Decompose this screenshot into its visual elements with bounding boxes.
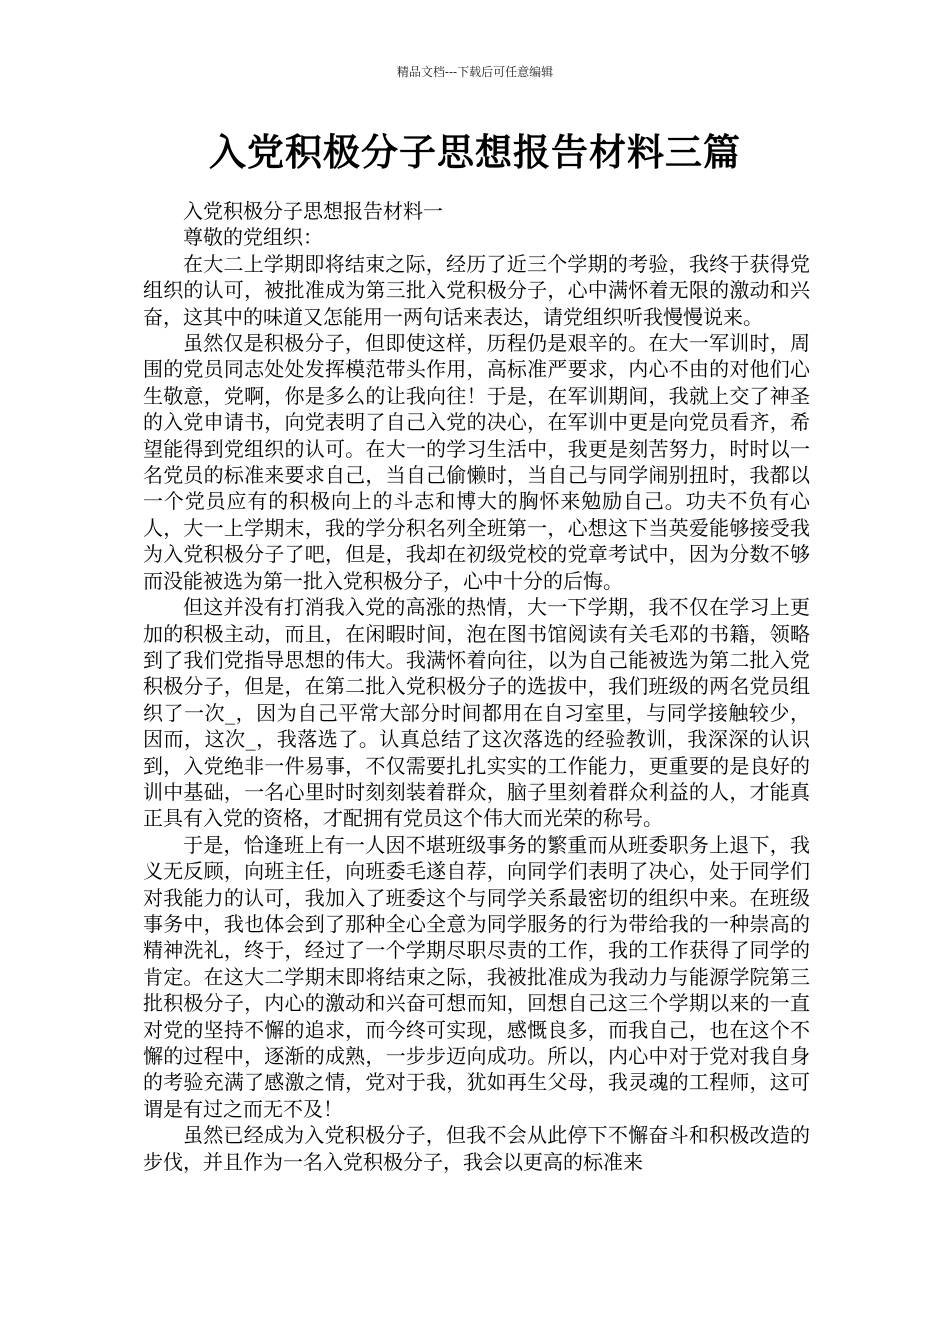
body-paragraph: 虽然仅是积极分子，但即使这样，历程仍是艰辛的。在大一军训时，周围的党员同志处处发挥模范带头作用，高标准严要求，内心不由的对他们心生敬意，党啊，你是多么的让我向往！于是，在军训期间，我就上交了神圣的入党申请书，向党表明了自己入党的决心，在军训中更是向党员看齐，希望能得到党组织的认可。在大一的学习生活中，我更是刻苦努力，时时以一名党员的标准来要求自己，当自己偷懒时，当自己与同学闹别扭时，我都以一个党员应有的积极向上的斗志和博大的胸怀来勉励自己。功夫不负有心人，大一上学期末，我的学分积名列全班第一，心想这下当英爱能够接受我为入党积极分子了吧，但是，我却在初级党校的党章考试中，因为分数不够而没能被选为第一批入党积极分子，心中十分的后悔。	[143, 331, 810, 593]
document-body	[143, 198, 810, 1175]
body-paragraph: 但这并没有打消我入党的高涨的热情，大一下学期，我不仅在学习上更加的积极主动，而且，在闲暇时间，泡在图书馆阅读有关毛邓的书籍，领略到了我们党指导思想的伟大。我满怀着向往，以为自己能被选为第二批入党积极分子，但是，在第二批入党积极分子的选拔中，我们班级的两名党员组织了一次_，因为自己平常大部分时间都用在自习室里，与同学接触较少，因而，这次_，我落选了。认真总结了这次落选的经验教训，我深深的认识到，入党绝非一件易事，不仅需要扎扎实实的工作能力，更重要的是良好的训中基础，一名心里时时刻刻装着群众，脑子里刻着群众利益的人，才能真正具有入党的资格，才配拥有党员这个伟大而光荣的称号。	[143, 595, 810, 831]
body-paragraph: 在大二上学期即将结束之际，经历了近三个学期的考验，我终于获得党组织的认可，被批准成为第三批入党积极分子，心中满怀着无限的激动和兴奋，这其中的味道又怎能用一两句话来表达，请党组织听我慢慢说来。	[143, 251, 810, 329]
body-paragraph: 虽然已经成为入党积极分子，但我不会从此停下不懈奋斗和积极改造的步伐，并且作为一名入党积极分子，我会以更高的标准来	[143, 1123, 810, 1174]
document-title: 入党积极分子思想报告材料三篇	[209, 130, 741, 174]
body-paragraph: 于是，恰逢班上有一人因不堪班级事务的繁重而从班委职务上退下，我义无反顾，向班主任，向班委毛遂自荐，向同学们表明了决心，处于同学们对我能力的认可，我加入了班委这个与同学关系最密切的组织中来。在班级事务中，我也体会到了那种全心全意为同学服务的行为带给我的一种崇高的精神洗礼，终于，经过了一个学期尽职尽责的工作，我的工作获得了同学的肯定。在这大二学期末即将结束之际，我被批准成为我动力与能源学院第三批积极分子，内心的激动和兴奋可想而知，回想自己这三个学期以来的一直对党的坚持不懈的追求，而今终可实现，感慨良多，而我自己，也在这个不懈的过程中，逐渐的成熟，一步步迈向成功。所以，内心中对于党对我自身的考验充满了感激之情，党对于我，犹如再生父母，我灵魂的工程师，这可谓是有过之而无不及！	[143, 832, 810, 1121]
salutation: 尊敬的党组织：	[183, 225, 323, 250]
section-heading: 入党积极分子思想报告材料一	[183, 199, 443, 223]
header-note: 精品文档---下载后可任意编辑	[396, 65, 554, 79]
